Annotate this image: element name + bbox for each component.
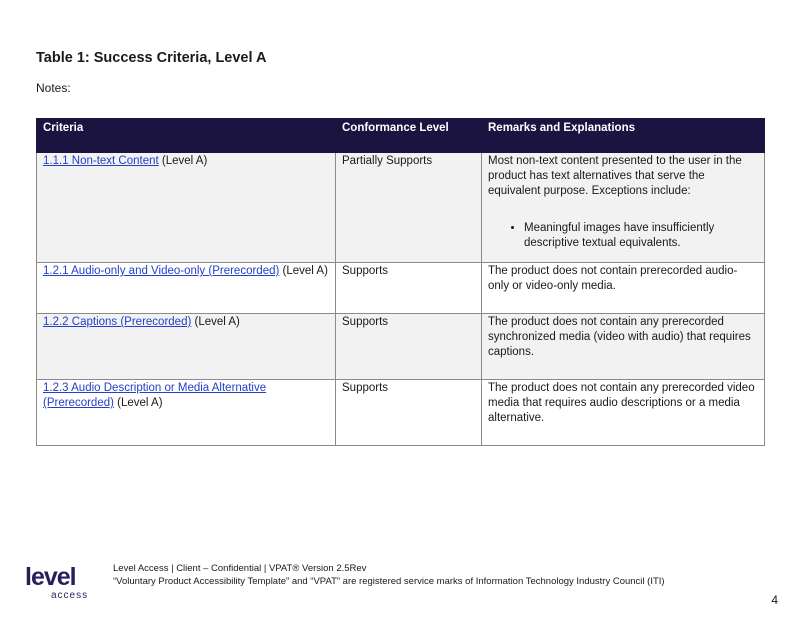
success-criteria-table [36,118,765,446]
remarks-cell: The product does not contain any prerecorded synchronized media (video with audio) that requires captions. [482,314,765,380]
list-item: • Meaningful images have insufficiently descriptive textual equivalents. [524,221,758,251]
notes-label: Notes: [36,81,71,95]
criteria-link[interactable]: 1.2.3 Audio Description or Media Alternative (Prerecorded) [43,382,267,409]
page-number: 4 [771,593,778,607]
level-access-logo [25,563,95,601]
remarks-text: Most non-text content presented to the user in the product has text alternatives that serve the equivalent purpose. Exceptions include: [488,155,742,197]
footer-line-1: Level Access | Client – Confidential | VPAT® Version 2.5Rev [113,563,367,574]
exceptions-list [488,221,758,251]
conformance-cell: Supports [336,263,482,314]
conformance-cell: Partially Supports [336,153,482,263]
conformance-cell: Supports [336,314,482,380]
table-row [37,153,765,263]
page-title: Table 1: Success Criteria, Level A [36,50,267,66]
criteria-level: (Level A) [113,397,163,409]
criteria-level: (Level A) [158,155,208,167]
footer [113,562,665,588]
table-row [37,314,765,380]
logo-wordmark: level [25,563,76,591]
header-conformance-level: Conformance Level [336,119,482,153]
criteria-link[interactable]: 1.2.2 Captions (Prerecorded) [43,316,192,328]
remarks-cell: The product does not contain prerecorded audio-only or video-only media. [482,263,765,314]
header-criteria: Criteria [37,119,336,153]
criteria-level: (Level A) [279,265,328,277]
criteria-cell [37,263,336,314]
criteria-link[interactable]: 1.1.1 Non-text Content [43,155,159,167]
remarks-cell: The product does not contain any prerecorded video media that requires audio descriptions or a media alternative. [482,380,765,446]
criteria-cell [37,153,336,263]
logo-subword: access [51,590,89,601]
conformance-cell: Supports [336,380,482,446]
criteria-link[interactable]: 1.2.1 Audio-only and Video-only (Prerecorded) [43,265,280,277]
header-remarks: Remarks and Explanations [482,119,765,153]
criteria-cell [37,314,336,380]
table-row [37,263,765,314]
criteria-cell [37,380,336,446]
criteria-level: (Level A) [191,316,240,328]
table-header-row [37,119,765,153]
table-row [37,380,765,446]
remarks-cell [482,153,765,263]
footer-line-2: “Voluntary Product Accessibility Template” and “VPAT” are registered service marks of Information Technology Industry Council (ITI) [113,576,665,587]
